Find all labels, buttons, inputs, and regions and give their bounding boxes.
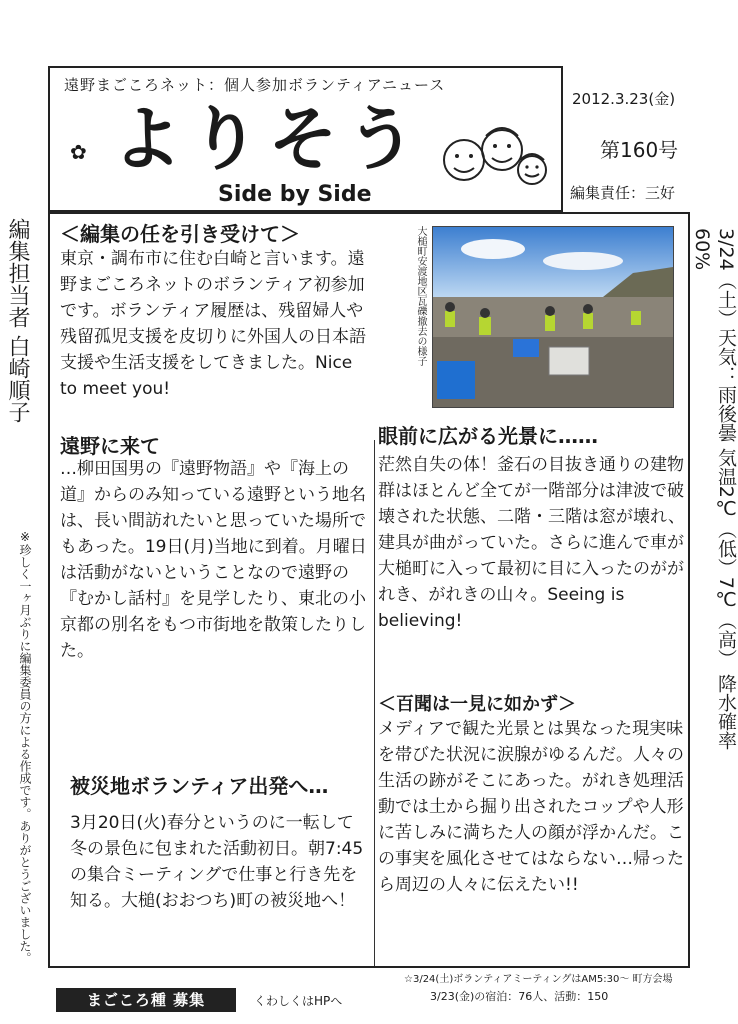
side-note: ※珍しく一ヶ月ぶりに編集委員の方による作成です。ありがとうございました。 xyxy=(18,530,32,964)
frame-top-rule xyxy=(48,212,688,214)
smiling-faces-icon xyxy=(440,118,550,200)
recruit-badge[interactable]: まごころ種 募集 xyxy=(56,988,236,1012)
newsletter-subtitle: 遠野まごころネット：個人参加ボランティアニュース xyxy=(64,76,446,94)
newsletter-title: よりそう xyxy=(112,98,424,180)
meeting-note: ☆3/24(土)ボランティアミーティングはAM5:30〜 町方会場 xyxy=(404,974,673,985)
stay-stats: 3/23(金)の宿泊：76人、活動：150 xyxy=(430,990,609,1003)
column-divider xyxy=(374,440,375,966)
editor-credit: 編集担当者 白崎順子 xyxy=(5,218,30,423)
tono-body: …柳田国男の『遠野物語』や『海上の道』からのみ知っている遠野という地名は、長い間訪れたいと思っていた場所でもあった。19日(月)当地に到着。月曜日は活動がないということなので遠野の『むかし話村』を見学したり、東北の小京都の別名をもつ市街地を散策したりした。 xyxy=(60,459,367,661)
frame-bottom-rule xyxy=(48,966,688,968)
homepage-link[interactable]: くわしくはHPへ xyxy=(254,994,343,1008)
chief-editor: 編集責任：三好 xyxy=(570,184,676,202)
weather-forecast: 3/24（土）天気：雨後曇 気温2℃（低）7℃（高） 降水確率60% xyxy=(691,228,737,750)
photo-caption: 大槌町安渡地区瓦礫撤去の様子 xyxy=(415,226,426,366)
intro-heading: ＜編集の任を引き受けて＞ xyxy=(60,222,300,246)
frame-left-rule xyxy=(48,212,50,968)
scene-body: 茫然自失の体！釜石の目抜き通りの建物群はほとんど全てが一階部分は津波で破壊された状態、二階・三階は窓が壊れ、建具が曲がっていた。さらに進んで車が大槌町に入って最初に目に入ったのががれき、がれきの山々。Seeing is believing! xyxy=(378,455,686,631)
flower-icon: ✿ xyxy=(70,140,87,164)
issue-date: 2012.3.23(金) xyxy=(572,90,676,108)
seeing-heading: ＜百聞は一見に如かず＞ xyxy=(378,694,576,715)
intro-body: 東京・調布市に住む白崎と言います。遠野まごころネットのボランティア初参加です。ボランティア履歴は、残留婦人や残留孤児支援を皮切りに外国人の日本語支援や生活支援をしてきました。Nice to meet you! xyxy=(60,249,366,399)
newsletter-title-sub: Side by Side xyxy=(218,182,372,207)
scene-heading: 眼前に広がる光景に…… xyxy=(378,424,598,448)
issue-number: 第160号 xyxy=(600,138,679,162)
tono-heading: 遠野に来て xyxy=(60,434,160,458)
disaster-body: 3月20日(火)春分というのに一転して冬の景色に包まれた活動初日。朝7:45の集合ミーティングで仕事と行き先を知る。大槌(おおつち)町の被災地へ！ xyxy=(70,813,364,911)
volunteer-photo xyxy=(432,226,674,408)
seeing-body: メディアで観た光景とは異なった現実味を帯びた状況に涙腺がゆるんだ。人々の生活の跡がそこにあった。がれき処理活動では土から掘り出されたコップや人形に苦しみに満ちた人の顔が浮かんだ。この事実を風化させてはならない…帰ったら周辺の人々に伝えたい!! xyxy=(378,719,684,895)
disaster-heading: 被災地ボランティア出発へ… xyxy=(70,774,329,798)
